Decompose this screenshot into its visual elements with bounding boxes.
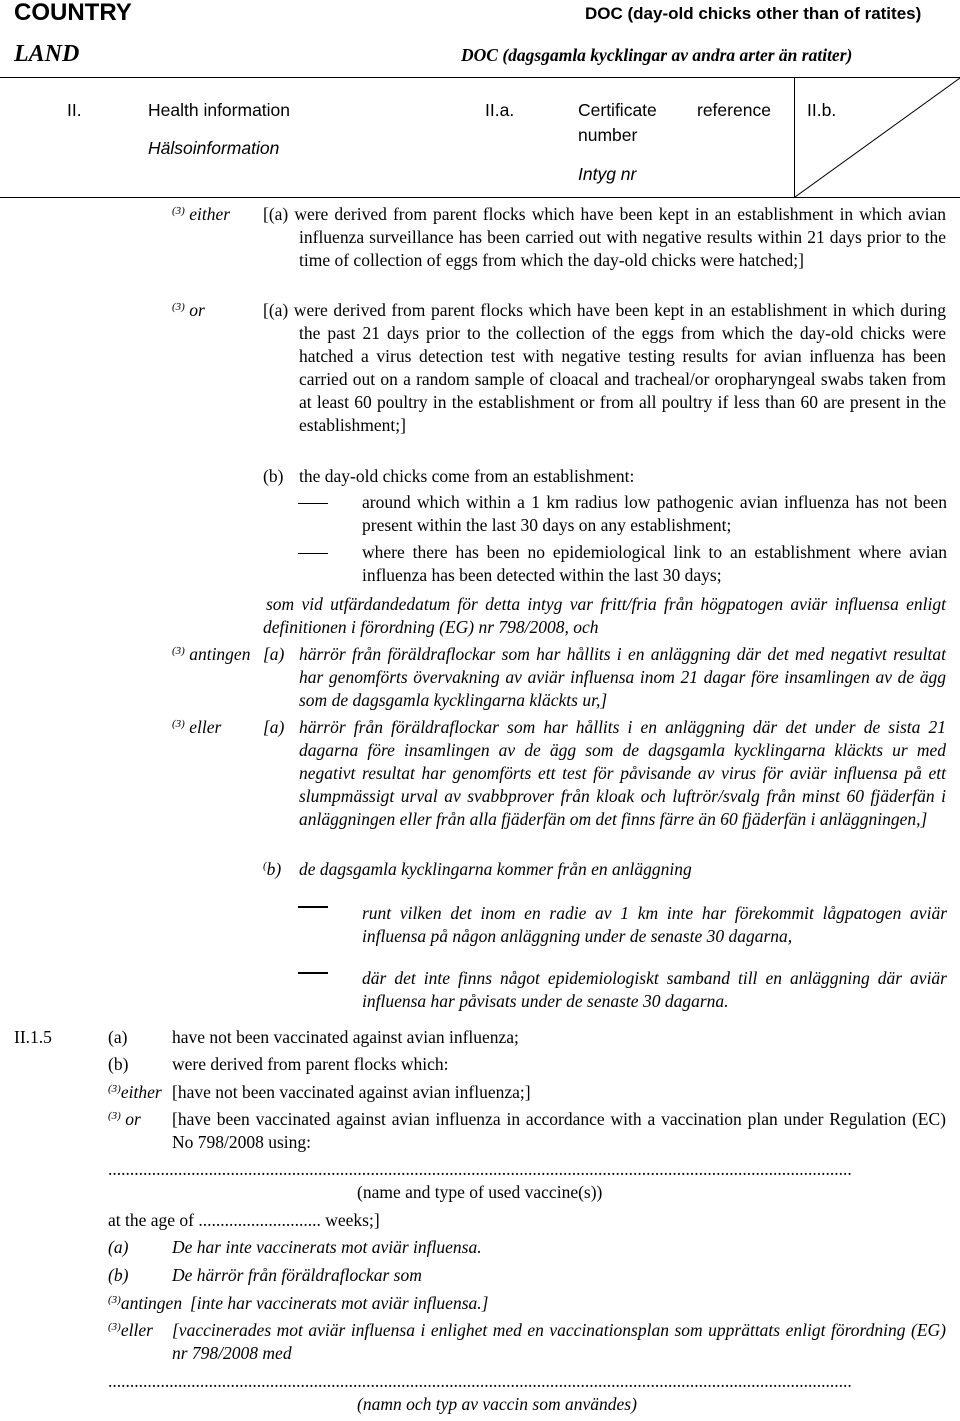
doc-title-en: DOC (day-old chicks other than of ratites) <box>585 4 922 23</box>
dash-bullet <box>298 553 328 554</box>
dash-item-2: where there has been no epidemiological link to an establishment where avian influenza has been detected within the last 30 days; <box>362 542 947 585</box>
age-text: at the age of ............................ weeks;] <box>108 1210 380 1230</box>
sv-s115-antingen-text: [inte har vaccinerats mot aviär influensa.] <box>190 1293 489 1313</box>
part-number: II. <box>67 100 82 120</box>
land-label: LAND <box>14 41 80 67</box>
sv-s115-b-text: De härrör från föräldraflockar som <box>172 1265 422 1285</box>
cert-label-word2: reference <box>697 100 771 120</box>
sv-s115-eller-label: $^{(3)}$eller <box>108 1320 153 1340</box>
cert-label-word3: number <box>578 125 638 145</box>
vaccine-fill-line: .......................................................................................................................................................................... <box>108 1159 852 1179</box>
s115-either-label: $^{(3)}$either <box>108 1082 162 1102</box>
b-paragraph: the day-old chicks come from an establishment: <box>299 466 635 486</box>
either-label: $^{(3)}$ either <box>172 204 231 224</box>
s115-a-label: (a) <box>108 1027 128 1047</box>
country-label: COUNTRY <box>14 0 132 26</box>
header-diagonal-line <box>795 78 960 197</box>
section-number: II.1.5 <box>14 1027 52 1047</box>
part-title-sv: Hälsoinformation <box>148 138 280 158</box>
s115-or-label: $^{(3)}$ or <box>108 1109 141 1129</box>
or-paragraph: [(a) were derived from parent flocks which have been kept in an establishment in which during the past 21 days prior to the collection of the eggs from which the day-old chicks were hatched a virus detection test with negative testing results for avian influenza has been carried out on a random sample of cloacal and tracheal/or oropharyngeal swabs taken from at least 60 poultry in the establishment or from all poultry if less than 60 are present in the establishment;] <box>263 300 946 435</box>
s115-or-text: [have been vaccinated against avian influenza in accordance with a vaccination plan under Regulation (EC) No 798/2008 using: <box>172 1109 946 1152</box>
doc-title-sv: DOC (dagsgamla kycklingar av andra arter än ratiter) <box>461 45 853 65</box>
antingen-a-label: [a) <box>263 644 285 664</box>
b-label: (b) <box>263 466 284 486</box>
sv-s115-a-label: (a) <box>108 1237 129 1257</box>
cert-label-word1: Certificate <box>578 100 657 120</box>
antingen-label: $^{(3)}$ antingen <box>172 644 251 664</box>
s115-b-label: (b) <box>108 1054 129 1074</box>
dash-bullet <box>298 906 328 908</box>
sv-dash-item-1: runt vilken det inom en radie av 1 km inte har förekommit lågpatogen aviär influensa på någon anläggning under de senaste 30 dagarna, <box>362 903 947 946</box>
vaccine-caption: (name and type of used vaccine(s)) <box>357 1182 603 1202</box>
s115-b-text: were derived from parent flocks which: <box>172 1054 449 1074</box>
sv-intro-paragraph: som vid utfärdandedatum för detta intyg var fritt/fria från högpatogen aviär influensa enligt definitionen i förordning (EG) nr 798/2008, och <box>263 594 946 637</box>
eller-label: $^{(3)}$ eller <box>172 717 222 737</box>
or-label: $^{(3)}$ or <box>172 300 205 320</box>
sv-s115-a-text: De har inte vaccinerats mot aviär influensa. <box>172 1237 482 1257</box>
header-bottom-rule <box>0 197 960 198</box>
eller-paragraph: härrör från föräldraflockar som har hållits i en anläggning där det under de sista 21 dagarna före insamlingen av de ägg som de dagsgamla kycklingarna kläckts ur med negativt resultat har genomförts ett test för påvisande av virus för aviär influensa på ett slumpmässigt urval av svabbprover från kloak och luftrör/svalg från minst 60 fjäderfän i anläggningen eller från alla fjäderfän om det finns färre än 60 fjäderfän i anläggningen,] <box>299 717 946 829</box>
sv-b-paragraph: de dagsgamla kycklingarna kommer från en anläggning <box>299 859 692 879</box>
dash-bullet <box>298 503 328 504</box>
ref-b-label: II.b. <box>807 100 837 120</box>
antingen-paragraph: härrör från föräldraflockar som har hållits i en anläggning där det med negativt resultat har genomförts övervakning av aviär influensa inom 21 dagar före insamlingen av de ägg som de dagsgamla kycklingarna kläckts ur,] <box>299 644 946 710</box>
vaccin-caption: (namn och typ av vaccin som användes) <box>357 1394 637 1414</box>
s115-a-text: have not been vaccinated against avian influenza; <box>172 1027 519 1047</box>
sv-s115-antingen-label: $^{(3)}$antingen <box>108 1293 183 1313</box>
sv-s115-eller-text: [vaccinerades mot aviär influensa i enlighet med en vaccinationsplan som upprättats enligt förordning (EG) nr 798/2008 med <box>172 1320 946 1363</box>
s115-either-text: [have not been vaccinated against avian influenza;] <box>172 1082 531 1102</box>
part-title: Health information <box>148 100 291 120</box>
cert-label-sv: Intyg nr <box>578 164 637 184</box>
vaccin-fill-line: .......................................................................................................................................................................... <box>108 1371 852 1391</box>
sv-b-label: (b) <box>263 859 282 879</box>
dash-bullet <box>298 972 328 974</box>
sv-dash-item-2: där det inte finns något epidemiologiskt samband till en anläggning där aviär influensa har påvisats under de senaste 30 dagarna. <box>362 968 947 1011</box>
either-paragraph: [(a) were derived from parent flocks which have been kept in an establishment in which avian influenza surveillance has been carried out with negative results within 21 days prior to the time of collection of eggs from which the day-old chicks were hatched;] <box>263 204 946 270</box>
cert-number-label: II.a. <box>485 100 515 120</box>
dash-item-1: around which within a 1 km radius low pathogenic avian influenza has not been present within the last 30 days on any establishment; <box>362 492 947 535</box>
eller-a-label: [a) <box>263 717 285 737</box>
sv-s115-b-label: (b) <box>108 1265 129 1285</box>
